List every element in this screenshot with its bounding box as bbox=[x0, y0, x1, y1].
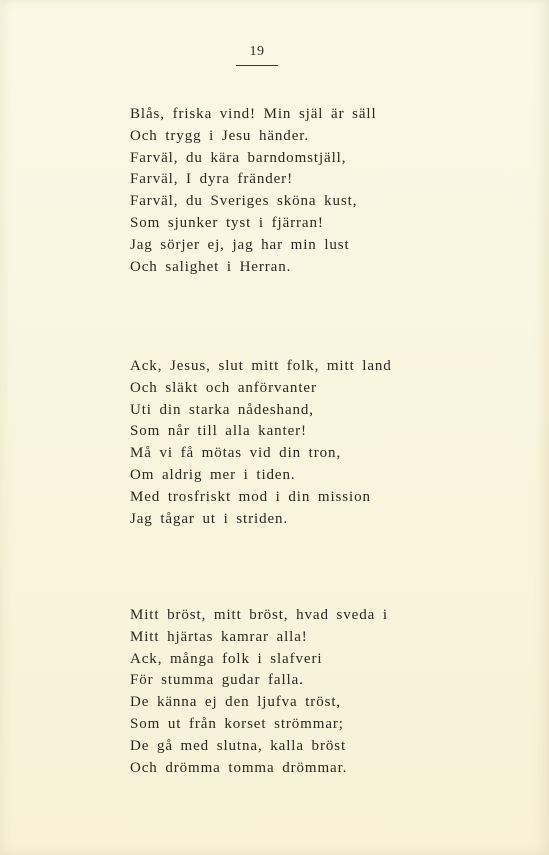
verse-line: Och drömma tomma drömmar. bbox=[130, 759, 348, 776]
verse-line: Mitt bröst, mitt bröst, hvad sveda i bbox=[130, 607, 388, 623]
verse-line: För stumma gudar falla. bbox=[130, 672, 304, 689]
page-number: 19 bbox=[249, 44, 265, 59]
stanza-1 bbox=[130, 104, 430, 278]
verse-line: Som ut från korset strömmar; bbox=[130, 715, 344, 732]
verse-line: Om aldrig mer i tiden. bbox=[130, 466, 296, 483]
stanza-2 bbox=[130, 356, 430, 530]
verse-line: Och salighet i Herran. bbox=[130, 258, 292, 275]
verse-line: Uti din starka nådeshand, bbox=[130, 401, 314, 418]
verse-line: Mitt hjärtas kamrar alla! bbox=[130, 628, 308, 645]
verse-line: Ack, Jesus, slut mitt folk, mitt land bbox=[130, 358, 392, 374]
verse-line: Och trygg i Jesu händer. bbox=[130, 127, 309, 144]
verse-line: Jag tågar ut i striden. bbox=[130, 510, 289, 527]
verse-line: Farväl, du Sveriges sköna kust, bbox=[130, 193, 358, 210]
verse-line: Ack, många folk i slafveri bbox=[130, 650, 323, 667]
verse-line: Jag sörjer ej, jag har min lust bbox=[130, 236, 350, 253]
verse-line: Med trosfriskt mod i din mission bbox=[130, 488, 371, 505]
verse-line: Farväl, I dyra fränder! bbox=[130, 171, 293, 188]
verse-line: De gå med slutna, kalla bröst bbox=[130, 737, 347, 754]
verse-line: Och släkt och anförvanter bbox=[130, 379, 317, 396]
verse-line: Som sjunker tyst i fjärran! bbox=[130, 214, 324, 231]
verse-line: Må vi få mötas vid din tron, bbox=[130, 445, 342, 462]
verse-line: Som når till alla kanter! bbox=[130, 423, 307, 440]
page-number-rule bbox=[236, 65, 278, 66]
verse-line: Farväl, du kära barndomstjäll, bbox=[130, 149, 347, 166]
verse-line: Blås, friska vind! Min själ är säll bbox=[130, 106, 377, 122]
verse-line: De känna ej den ljufva tröst, bbox=[130, 694, 342, 711]
stanza-3 bbox=[130, 605, 430, 779]
